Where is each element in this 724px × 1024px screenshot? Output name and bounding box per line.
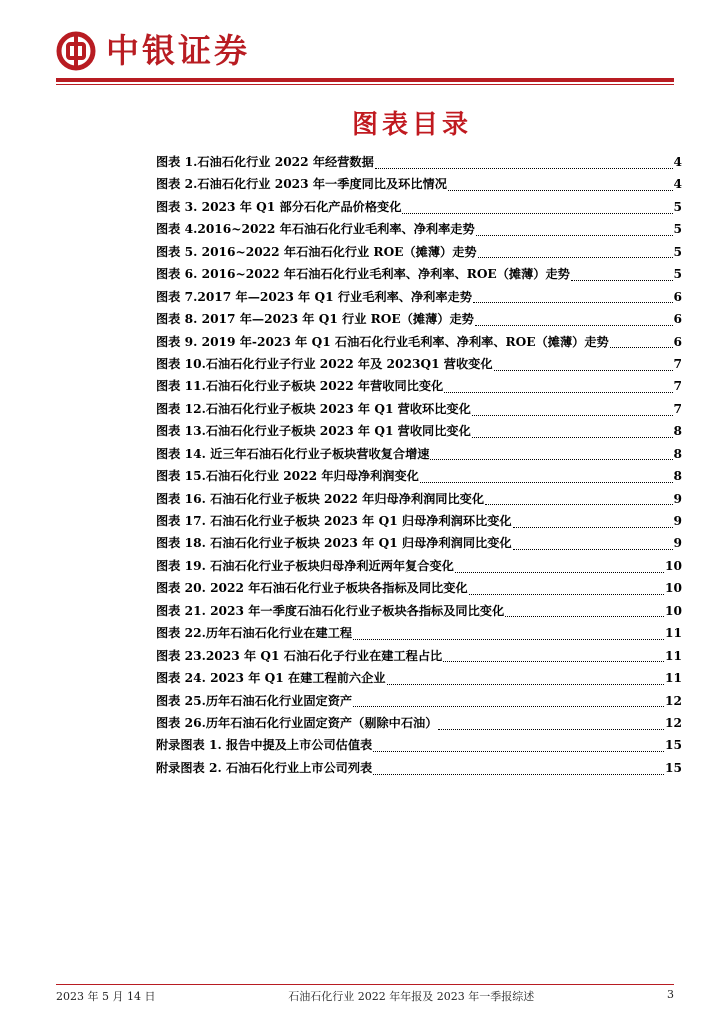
footer-divider — [56, 984, 674, 985]
toc-entry-label: 图表 16. 石油石化行业子板块 2022 年归母净利润同比变化 — [156, 491, 485, 506]
toc-entry-label: 图表 14. 近三年石油石化行业子板块营收复合增速 — [156, 446, 430, 461]
toc-entry-label: 图表 23.2023 年 Q1 石油石化子行业在建工程占比 — [156, 648, 443, 663]
toc-entry-label: 图表 8. 2017 年—2023 年 Q1 行业 ROE（摊薄）走势 — [156, 312, 474, 327]
toc-leader-dots — [571, 280, 673, 281]
toc-entry-label: 图表 10.石油石化行业子行业 2022 年及 2023Q1 营收变化 — [156, 356, 493, 371]
toc-entry-label: 图表 12.石油石化行业子板块 2023 年 Q1 营收环比变化 — [156, 401, 471, 416]
header-divider-thin — [56, 84, 674, 85]
toc-entry-label: 附录图表 1. 报告中提及上市公司估值表 — [156, 738, 373, 753]
toc-leader-dots — [420, 482, 673, 483]
toc-entry-label: 图表 15.石油石化行业 2022 年归母净利润变化 — [156, 469, 419, 484]
toc-entry-label: 图表 17. 石油石化行业子板块 2023 年 Q1 归母净利润环比变化 — [156, 514, 512, 528]
toc-entry-page: 15 — [665, 760, 682, 775]
toc-entry[interactable] — [156, 602, 682, 624]
toc-leader-dots — [443, 661, 664, 662]
brand-name: 中银证券 — [106, 31, 250, 70]
toc-entry-page: 9 — [673, 514, 682, 528]
toc-entry-label: 图表 7.2017 年—2023 年 Q1 行业毛利率、净利率走势 — [156, 289, 472, 304]
toc-entry[interactable] — [156, 265, 682, 287]
bank-of-china-logo-icon — [56, 31, 96, 71]
toc-entry[interactable] — [156, 669, 682, 691]
header-divider — [56, 78, 674, 82]
toc-leader-dots — [476, 235, 673, 236]
toc-entry-page: 6 — [673, 334, 682, 349]
toc-entry-label: 图表 5. 2016~2022 年石油石化行业 ROE（摊薄）走势 — [156, 244, 477, 259]
toc-entry[interactable] — [156, 512, 682, 534]
page-header — [56, 26, 250, 76]
toc-leader-dots — [505, 616, 664, 617]
toc-entry[interactable] — [156, 153, 682, 175]
toc-entry[interactable] — [156, 736, 682, 758]
toc-entry[interactable] — [156, 288, 682, 310]
toc-entry-label: 附录图表 2. 石油石化行业上市公司列表 — [156, 760, 373, 775]
toc-entry-label: 图表 26.历年石油石化行业固定资产（剔除中石油） — [156, 715, 438, 730]
toc-entry[interactable] — [156, 422, 682, 444]
toc-entry[interactable] — [156, 467, 682, 489]
toc-entry-label: 图表 24. 2023 年 Q1 在建工程前六企业 — [156, 671, 386, 686]
toc-entry-page: 5 — [673, 267, 682, 282]
toc-leader-dots — [444, 392, 672, 393]
toc-entry-label: 图表 19. 石油石化行业子板块归母净利近两年复合变化 — [156, 558, 454, 573]
toc-leader-dots — [472, 415, 673, 416]
toc-entry[interactable] — [156, 759, 682, 781]
toc-entry-page: 4 — [673, 177, 682, 192]
table-of-figures — [156, 153, 682, 781]
toc-entry-page: 9 — [673, 491, 682, 506]
toc-entry-page: 5 — [673, 222, 682, 237]
toc-leader-dots — [373, 751, 664, 752]
toc-entry-page: 5 — [673, 244, 682, 259]
toc-entry-page: 11 — [665, 648, 682, 663]
footer-date: 2023 年 5 月 14 日 — [56, 990, 156, 1003]
toc-leader-dots — [513, 527, 673, 528]
toc-entry-page: 7 — [673, 379, 682, 394]
toc-entry[interactable] — [156, 714, 682, 736]
toc-entry-page: 11 — [665, 626, 682, 641]
toc-entry-page: 10 — [665, 603, 682, 618]
toc-entry[interactable] — [156, 534, 682, 556]
toc-entry[interactable] — [156, 355, 682, 377]
toc-leader-dots — [353, 639, 664, 640]
toc-leader-dots — [610, 347, 673, 348]
toc-leader-dots — [475, 325, 673, 326]
toc-entry-page: 4 — [673, 155, 682, 169]
toc-entry[interactable] — [156, 198, 682, 220]
toc-leader-dots — [448, 190, 673, 191]
toc-entry-page: 8 — [673, 424, 682, 439]
toc-entry-page: 10 — [665, 558, 682, 573]
toc-leader-dots — [473, 302, 673, 303]
toc-entry-label: 图表 11.石油石化行业子板块 2022 年营收同比变化 — [156, 379, 444, 394]
toc-leader-dots — [472, 437, 673, 438]
toc-entry-label: 图表 25.历年石油石化行业固定资产 — [156, 693, 353, 708]
toc-entry-label: 图表 9. 2019 年-2023 年 Q1 石油石化行业毛利率、净利率、ROE（摊薄）走势 — [156, 334, 609, 349]
toc-leader-dots — [375, 168, 673, 169]
toc-entry-page: 12 — [665, 693, 682, 708]
toc-entry[interactable] — [156, 445, 682, 467]
toc-entry-page: 8 — [673, 469, 682, 484]
toc-entry[interactable] — [156, 377, 682, 399]
toc-entry-label: 图表 18. 石油石化行业子板块 2023 年 Q1 归母净利润同比变化 — [156, 536, 512, 551]
toc-entry[interactable] — [156, 220, 682, 242]
toc-leader-dots — [402, 213, 672, 214]
toc-entry-page: 9 — [673, 536, 682, 551]
toc-entry-label: 图表 1.石油石化行业 2022 年经营数据 — [156, 155, 374, 169]
toc-leader-dots — [438, 729, 664, 730]
toc-entry-page: 6 — [673, 289, 682, 304]
toc-leader-dots — [373, 774, 664, 775]
toc-entry-page: 11 — [665, 671, 682, 686]
toc-entry[interactable] — [156, 557, 682, 579]
toc-entry[interactable] — [156, 692, 682, 714]
toc-entry-label: 图表 3. 2023 年 Q1 部分石化产品价格变化 — [156, 199, 402, 214]
toc-entry-label: 图表 13.石油石化行业子板块 2023 年 Q1 营收同比变化 — [156, 424, 471, 439]
toc-entry-label: 图表 20. 2022 年石油石化行业子板块各指标及同比变化 — [156, 581, 468, 596]
toc-entry[interactable] — [156, 647, 682, 669]
toc-entry-page: 5 — [673, 199, 682, 214]
toc-entry[interactable] — [156, 624, 682, 646]
page-footer — [56, 988, 674, 1004]
toc-entry-label: 图表 21. 2023 年一季度石油石化行业子板块各指标及同比变化 — [156, 603, 505, 618]
footer-page-number: 3 — [667, 988, 674, 1001]
footer-report-title: 石油石化行业 2022 年年报及 2023 年一季报综述 — [288, 990, 535, 1003]
toc-entry[interactable] — [156, 175, 682, 197]
toc-leader-dots — [469, 594, 664, 595]
toc-leader-dots — [387, 684, 665, 685]
toc-entry[interactable] — [156, 490, 682, 512]
toc-leader-dots — [485, 504, 672, 505]
toc-entry-label: 图表 2.石油石化行业 2023 年一季度同比及环比情况 — [156, 177, 447, 192]
toc-entry-page: 6 — [673, 312, 682, 327]
toc-leader-dots — [478, 257, 673, 258]
toc-leader-dots — [455, 572, 664, 573]
toc-entry-page: 12 — [665, 715, 682, 730]
toc-entry-page: 15 — [665, 738, 682, 753]
toc-leader-dots — [353, 706, 664, 707]
toc-entry-page: 8 — [673, 446, 682, 461]
toc-entry-page: 7 — [673, 401, 682, 416]
toc-entry[interactable] — [156, 400, 682, 422]
toc-title: 图表目录 — [351, 110, 472, 140]
toc-entry-page: 7 — [673, 356, 682, 371]
toc-leader-dots — [430, 459, 672, 460]
toc-entry[interactable] — [156, 243, 682, 265]
toc-entry-label: 图表 4.2016~2022 年石油石化行业毛利率、净利率走势 — [156, 222, 475, 237]
toc-entry-label: 图表 6. 2016~2022 年石油石化行业毛利率、净利率、ROE（摊薄）走势 — [156, 267, 570, 282]
toc-entry[interactable] — [156, 310, 682, 332]
toc-leader-dots — [513, 549, 673, 550]
toc-entry-label: 图表 22.历年石油石化行业在建工程 — [156, 626, 353, 641]
toc-leader-dots — [494, 370, 673, 371]
toc-entry[interactable] — [156, 579, 682, 601]
toc-entry-page: 10 — [665, 581, 682, 596]
toc-entry[interactable] — [156, 333, 682, 355]
